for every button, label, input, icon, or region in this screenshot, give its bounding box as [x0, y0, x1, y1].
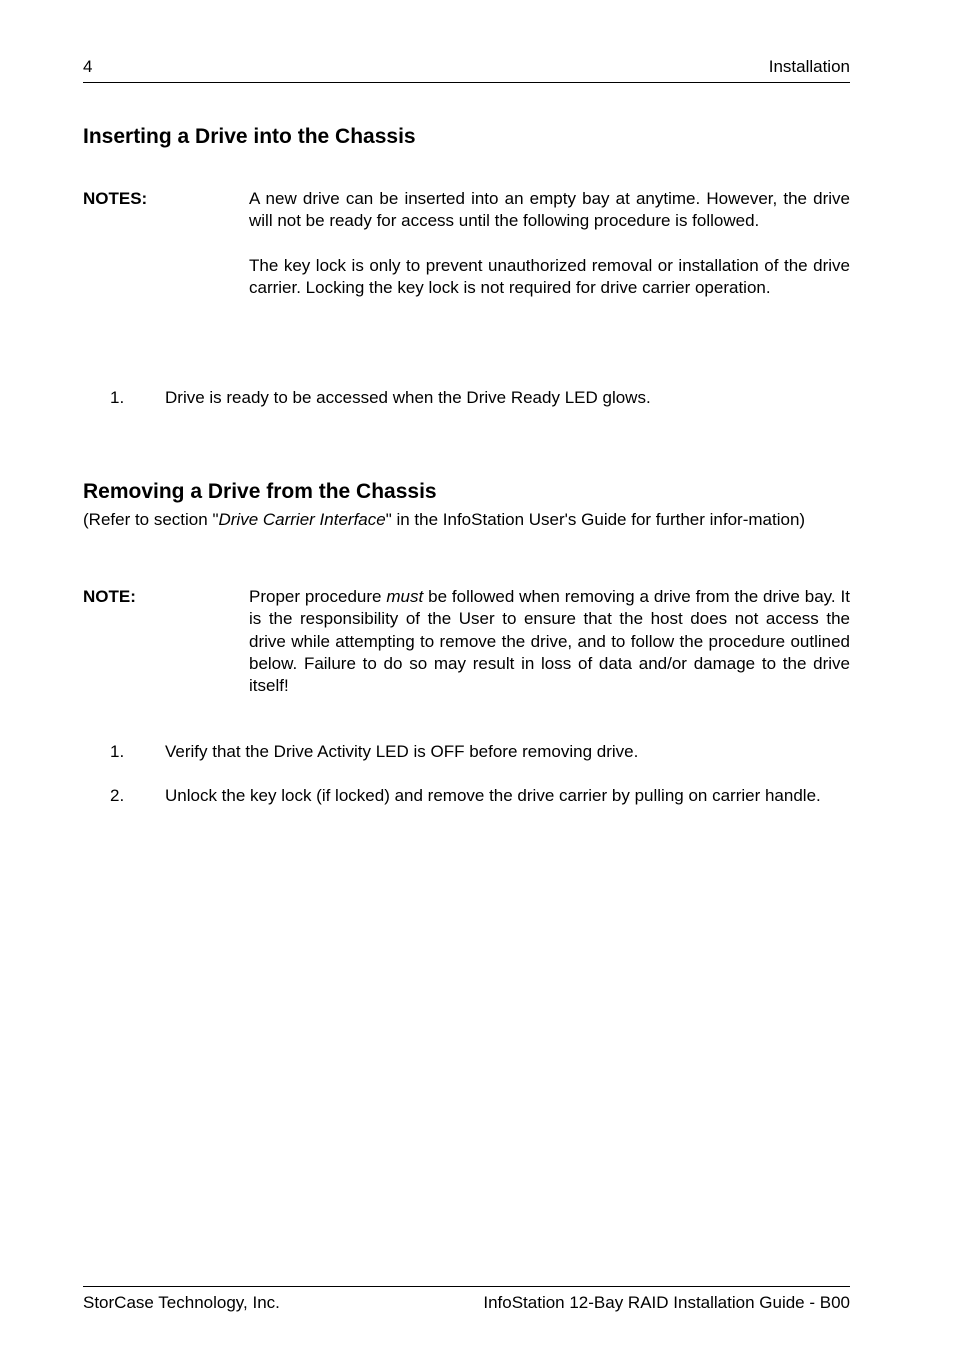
footer-guide-title: InfoStation 12-Bay RAID Installation Guide - B00 [483, 1293, 850, 1312]
note-procedure [249, 586, 850, 697]
page-number: 4 [83, 57, 93, 76]
footer-rule [83, 1286, 850, 1287]
page-header [83, 57, 850, 77]
removing-note [249, 586, 850, 697]
intro-pre: (Refer to section " [83, 510, 219, 529]
notes-label: NOTES: [83, 189, 148, 208]
note-post: be followed when removing a drive from the drive bay. It is the responsibility of the User to ensure that the host does not access the drive while attempting to remove the drive, and to follow the procedure outlined below. Failure to do so may result in loss of data and/or damage to the drive itself! [249, 587, 850, 696]
step-text: Unlock the key lock (if locked) and remove the drive carrier by pulling on carrier handle. [165, 786, 821, 805]
note-key-lock: The key lock is only to prevent unauthorized removal or installation of the drive carrier. Locking the key lock is not required for drive carrier operation. [249, 255, 850, 297]
intro-reference: Drive Carrier Interface [218, 510, 386, 529]
step-number: 1. [110, 388, 125, 407]
header-rule [83, 82, 850, 83]
step-text: Verify that the Drive Activity LED is OFF before removing drive. [165, 742, 639, 761]
note-pre: Proper procedure [249, 587, 387, 606]
note-new-drive: A new drive can be inserted into an empty bay at anytime. However, the drive will not be ready for access until the following procedure is followed. [249, 189, 850, 231]
step-text: Drive is ready to be accessed when the Drive Ready LED glows. [165, 388, 651, 407]
heading-removing-drive: Removing a Drive from the Chassis [83, 480, 437, 503]
intro-post: " in the InfoStation User's Guide for further infor-mation) [385, 510, 806, 529]
document-page [83, 0, 850, 1369]
note-label: NOTE: [83, 587, 136, 606]
removing-intro [83, 509, 850, 531]
step-number: 2. [110, 786, 125, 805]
step-number: 1. [110, 742, 125, 761]
header-section-title: Installation [768, 57, 850, 76]
heading-inserting-drive: Inserting a Drive into the Chassis [83, 125, 416, 148]
note-emphasis: must [386, 587, 424, 606]
inserting-notes [249, 188, 850, 299]
footer-company: StorCase Technology, Inc. [83, 1293, 280, 1312]
